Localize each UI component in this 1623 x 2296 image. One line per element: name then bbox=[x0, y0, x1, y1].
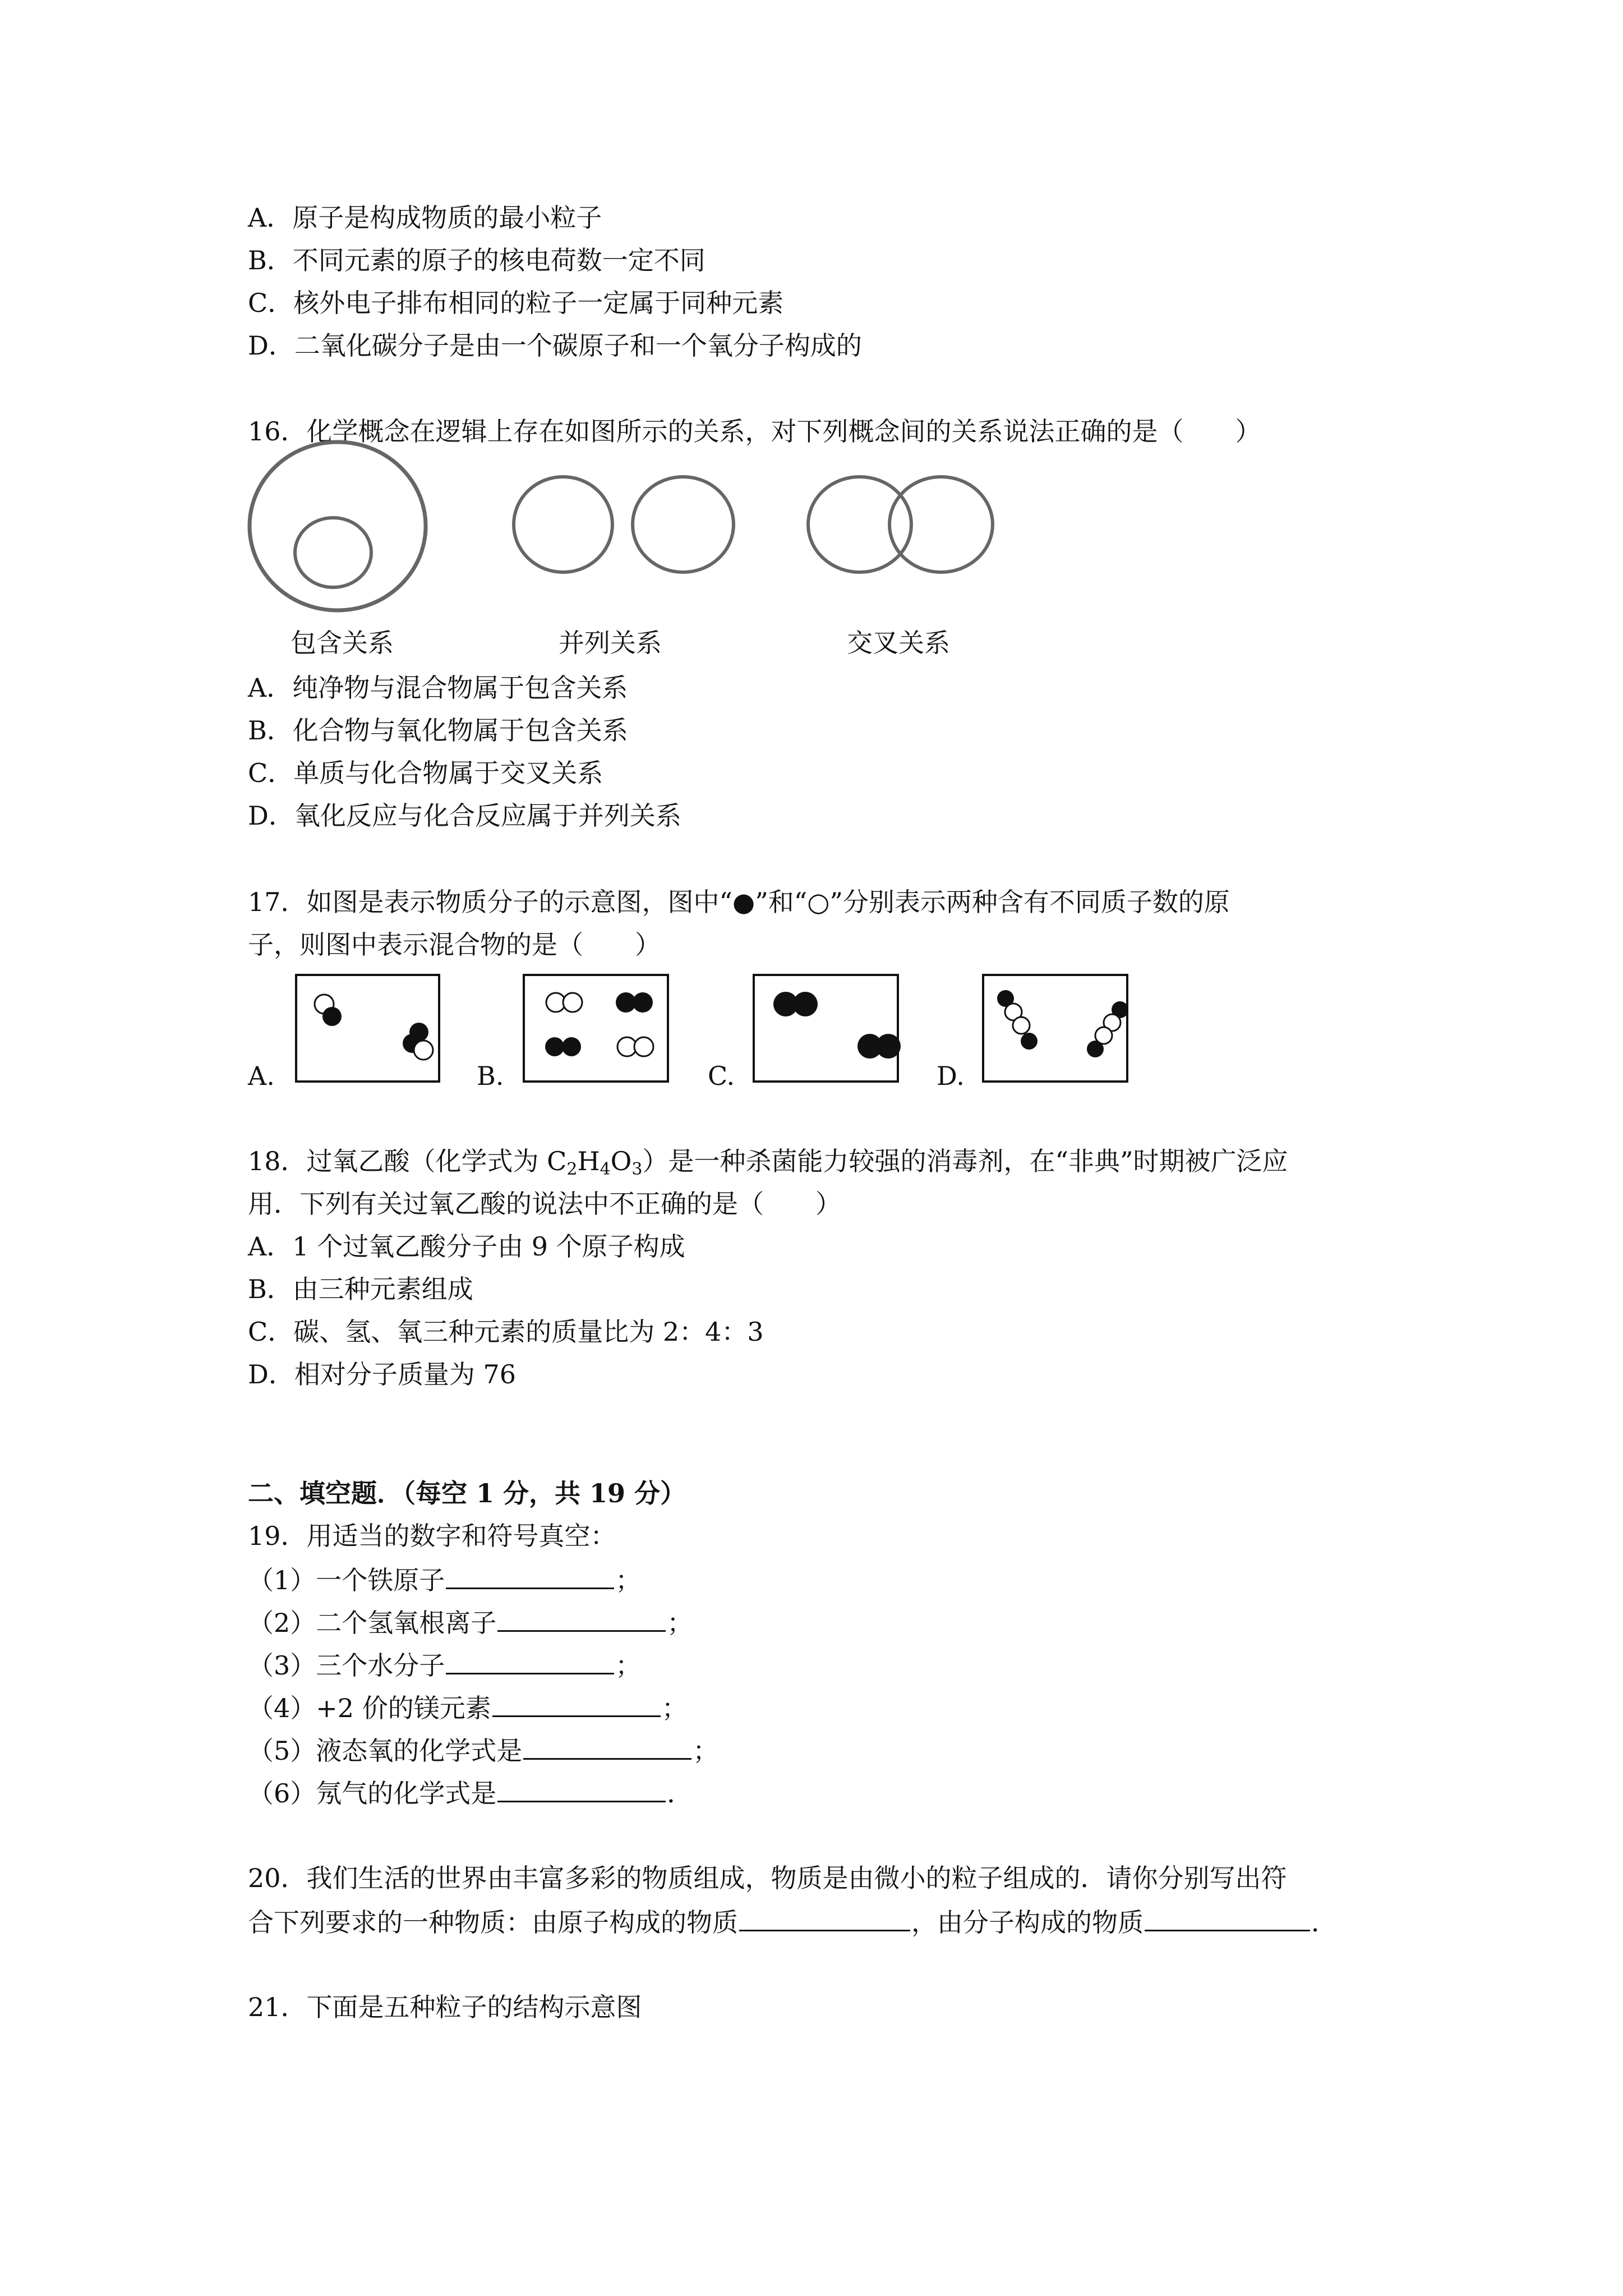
molecule-box-b bbox=[524, 975, 668, 1082]
q17-option-d-label: D. bbox=[937, 1061, 965, 1091]
q17-stem-line1: 17．如图是表示物质分子的示意图，图中“●”和“○”分别表示两种含有不同质子数的原 bbox=[248, 887, 1230, 917]
q20-line2: 合下列要求的一种物质：由原子构成的物质 ，由分子构成的物质 ． bbox=[248, 1904, 1337, 1939]
section-title: 二、填空题．（每空 1 分，共 19 分） bbox=[248, 1478, 686, 1508]
q18-option-c: C．碳、氢、氧三种元素的质量比为 2：4：3 bbox=[248, 1317, 764, 1347]
q16-option-a: A．纯净物与混合物属于包含关系 bbox=[248, 673, 628, 703]
q18-stem-line1: 18．过氧乙酸（化学式为 $C_2H_4O_3$）是一种杀菌能力较强的消毒剂，在“非典”时期被广泛应 bbox=[248, 1146, 1288, 1179]
answer-blank[interactable] bbox=[446, 1562, 614, 1589]
label-intersection: 交叉关系 bbox=[847, 628, 950, 658]
answer-blank[interactable] bbox=[497, 1775, 666, 1802]
molecule-box-d bbox=[983, 975, 1128, 1082]
q19-item-3: （3）三个水分子 ； bbox=[248, 1647, 641, 1682]
answer-blank[interactable] bbox=[523, 1732, 691, 1760]
q17-stem-line2: 子，则图中表示混合物的是（ ） bbox=[248, 930, 661, 960]
q18-option-a: A．1 个过氧乙酸分子由 9 个原子构成 bbox=[248, 1231, 685, 1262]
molecule-diagrams bbox=[0, 0, 1623, 1122]
q19-item-5: （5）液态氧的化学式是 ； bbox=[248, 1732, 718, 1768]
answer-blank[interactable] bbox=[492, 1690, 661, 1717]
label-containment: 包含关系 bbox=[291, 628, 394, 658]
q19-item-2: （2）二个氢氧根离子 ； bbox=[248, 1604, 693, 1640]
answer-blank[interactable] bbox=[446, 1647, 614, 1674]
q15-option-a: A．原子是构成物质的最小粒子 bbox=[248, 203, 602, 233]
q17-option-a-label: A. bbox=[248, 1061, 275, 1091]
answer-blank[interactable] bbox=[739, 1904, 910, 1931]
q17-option-c-label: C. bbox=[708, 1061, 735, 1091]
q15-option-d: D．二氧化碳分子是由一个碳原子和一个氧分子构成的 bbox=[248, 330, 862, 361]
label-parallel: 并列关系 bbox=[559, 628, 662, 658]
q16-option-d: D．氧化反应与化合反应属于并列关系 bbox=[248, 800, 681, 831]
q15-option-b: B．不同元素的原子的核电荷数一定不同 bbox=[248, 245, 706, 275]
q19-item-6: （6）氖气的化学式是 ． bbox=[248, 1775, 693, 1810]
q16-option-b: B．化合物与氧化物属于包含关系 bbox=[248, 715, 628, 746]
q16-stem: 16．化学概念在逻辑上存在如图所示的关系，对下列概念间的关系说法正确的是（ ） bbox=[248, 416, 1261, 447]
q18-option-b: B．由三种元素组成 bbox=[248, 1274, 473, 1304]
answer-blank[interactable] bbox=[1145, 1904, 1310, 1931]
q21-stem: 21．下面是五种粒子的结构示意图 bbox=[248, 1992, 642, 2022]
q16-option-c: C．单质与化合物属于交叉关系 bbox=[248, 758, 603, 788]
q18-option-d: D．相对分子质量为 76 bbox=[248, 1359, 517, 1389]
q17-option-b-label: B. bbox=[477, 1061, 504, 1091]
q15-option-c: C．核外电子排布相同的粒子一定属于同种元素 bbox=[248, 288, 784, 318]
molecule-box-c bbox=[754, 975, 901, 1082]
q19-stem: 19．用适当的数字和符号真空： bbox=[248, 1521, 616, 1551]
q19-item-1: （1）一个铁原子 ； bbox=[248, 1562, 641, 1597]
q20-line1: 20．我们生活的世界由丰富多彩的物质组成，物质是由微小的粒子组成的．请你分别写出符 bbox=[248, 1863, 1287, 1893]
q18-stem-line2: 用．下列有关过氧乙酸的说法中不正确的是（ ） bbox=[248, 1189, 841, 1219]
q19-item-4: （4）+2 价的镁元素 ； bbox=[248, 1690, 688, 1725]
molecule-box-a bbox=[296, 975, 439, 1082]
answer-blank[interactable] bbox=[497, 1604, 666, 1632]
